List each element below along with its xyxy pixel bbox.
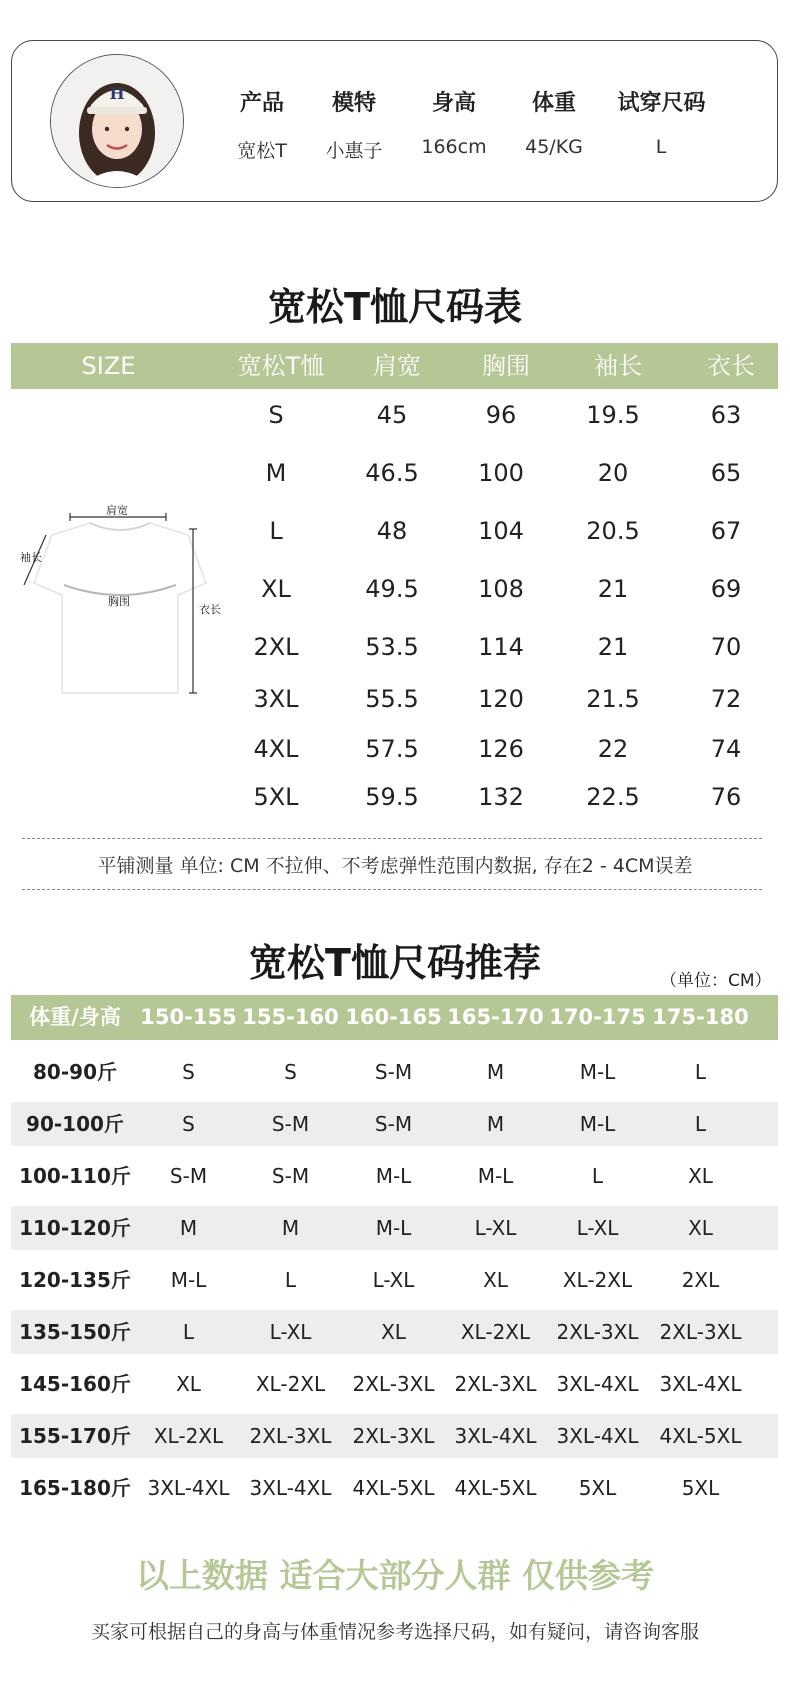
model-avatar [50, 54, 184, 188]
rec-header-col: 170-175 [549, 1005, 646, 1029]
rec-row [11, 1050, 778, 1094]
model-value-height: 166cm [421, 136, 487, 158]
length-value: 67 [710, 517, 742, 545]
rec-weight-range: 90-100斤 [26, 1112, 124, 1136]
model-value-model: 小惠子 [325, 140, 383, 162]
svg-text:H: H [109, 84, 125, 103]
chest-value: 100 [478, 459, 524, 487]
measurement-note: 平铺测量 单位: CM 不拉伸、不考虑弹性范围内数据, 存在2 - 4CM误差 [97, 855, 693, 877]
rec-size: 2XL-3XL [249, 1424, 332, 1448]
rec-size: S-M [169, 1164, 208, 1188]
size-row [0, 395, 790, 435]
size-table-header [11, 343, 778, 389]
rec-header-col: 150-155 [140, 1005, 237, 1029]
rec-size: XL [688, 1216, 713, 1240]
rec-size: M-L [375, 1164, 412, 1188]
sleeve-value: 20.5 [586, 517, 640, 545]
diagram-label-sleeve: 袖长 [20, 551, 42, 564]
rec-size: 3XL-4XL [147, 1476, 230, 1500]
rec-size: M-L [375, 1216, 412, 1240]
model-header-height: 身高 [431, 91, 476, 116]
size-table-title: 宽松T恤尺码表 [268, 285, 522, 329]
chest-value: 114 [478, 633, 524, 661]
shoulder-value: 55.5 [365, 685, 419, 713]
rec-size: L [284, 1268, 297, 1292]
rec-size: XL [483, 1268, 508, 1292]
length-value: 65 [710, 459, 742, 487]
shoulder-value: 53.5 [365, 633, 419, 661]
model-info-card [11, 40, 778, 202]
rec-size: XL-2XL [562, 1268, 633, 1292]
rec-size: XL-2XL [460, 1320, 531, 1344]
rec-table-unit: （单位：CM） [660, 971, 772, 991]
model-value-product: 宽松T [237, 140, 287, 162]
rec-size: M [281, 1216, 300, 1240]
rec-size: 4XL-5XL [454, 1476, 537, 1500]
sleeve-value: 21.5 [586, 685, 640, 713]
size-row [0, 453, 790, 493]
rec-size: S-M [271, 1112, 310, 1136]
rec-size: 3XL-4XL [249, 1476, 332, 1500]
size-header-length: 衣长 [707, 352, 755, 380]
size-label: S [268, 401, 284, 429]
rec-size: S-M [271, 1164, 310, 1188]
rec-size: 2XL-3XL [352, 1424, 435, 1448]
rec-row [11, 1310, 778, 1354]
rec-size: 2XL-3XL [556, 1320, 639, 1344]
rec-table-title: 宽松T恤尺码推荐 [249, 941, 541, 985]
size-header-sleeve: 袖长 [594, 352, 642, 380]
rec-size: XL [688, 1164, 713, 1188]
model-header-trial-size: 试穿尺码 [617, 91, 706, 116]
rec-row [11, 1466, 778, 1510]
footer-headline: 以上数据 适合大部分人群 仅供参考 [136, 1556, 654, 1595]
length-value: 63 [710, 401, 742, 429]
shoulder-value: 57.5 [365, 735, 419, 763]
rec-size: 3XL-4XL [556, 1372, 639, 1396]
size-label: 5XL [253, 783, 299, 811]
rec-size: XL [176, 1372, 201, 1396]
rec-size: 4XL-5XL [352, 1476, 435, 1500]
size-label: XL [261, 575, 291, 603]
diagram-label-length: 衣长 [199, 603, 221, 616]
rec-weight-range: 100-110斤 [19, 1164, 131, 1188]
rec-size: L [591, 1164, 604, 1188]
model-header-model: 模特 [331, 91, 376, 116]
rec-size: L-XL [474, 1216, 517, 1240]
rec-size: 2XL-3XL [659, 1320, 742, 1344]
rec-size: S-M [374, 1060, 413, 1084]
size-row [0, 777, 790, 817]
divider-bottom [22, 889, 762, 890]
size-header-shoulder: 肩宽 [373, 352, 421, 380]
rec-table-header [11, 995, 778, 1040]
chest-value: 96 [485, 401, 517, 429]
rec-size: 5XL [681, 1476, 720, 1500]
rec-header-weight-height: 体重/身高 [29, 1005, 121, 1029]
sleeve-value: 21 [597, 575, 629, 603]
rec-size: L-XL [372, 1268, 415, 1292]
rec-header-col: 155-160 [242, 1005, 339, 1029]
chest-value: 104 [478, 517, 524, 545]
size-row [0, 729, 790, 769]
rec-size: XL-2XL [255, 1372, 326, 1396]
tshirt-measurement-diagram [18, 505, 223, 700]
sleeve-value: 21 [597, 633, 629, 661]
shoulder-value: 59.5 [365, 783, 419, 811]
rec-size: L-XL [269, 1320, 312, 1344]
rec-size: 3XL-4XL [659, 1372, 742, 1396]
rec-header-col: 175-180 [652, 1005, 749, 1029]
footer-text: 买家可根据自己的身高与体重情况参考选择尺码，如有疑问，请咨询客服 [90, 1621, 699, 1643]
length-value: 72 [710, 685, 742, 713]
rec-size: S [182, 1060, 195, 1084]
rec-size: M-L [579, 1112, 616, 1136]
size-label: L [269, 517, 283, 545]
rec-weight-range: 80-90斤 [33, 1060, 117, 1084]
rec-size: 4XL-5XL [659, 1424, 742, 1448]
rec-row [11, 1206, 778, 1250]
shoulder-value: 48 [376, 517, 408, 545]
size-label: 3XL [253, 685, 299, 713]
rec-size: L [182, 1320, 195, 1344]
rec-weight-range: 155-170斤 [19, 1424, 131, 1448]
chest-value: 120 [478, 685, 524, 713]
length-value: 76 [710, 783, 742, 811]
length-value: 70 [710, 633, 742, 661]
rec-size: M-L [170, 1268, 207, 1292]
chest-value: 132 [478, 783, 524, 811]
sleeve-value: 22.5 [586, 783, 640, 811]
rec-size: 2XL [681, 1268, 720, 1292]
rec-row [11, 1154, 778, 1198]
rec-weight-range: 110-120斤 [19, 1216, 131, 1240]
rec-size: L-XL [576, 1216, 619, 1240]
rec-size: 2XL-3XL [454, 1372, 537, 1396]
diagram-label-shoulder: 肩宽 [106, 504, 128, 517]
divider-top [22, 838, 762, 839]
chest-value: 108 [478, 575, 524, 603]
size-header-product: 宽松T恤 [237, 352, 325, 380]
shoulder-value: 46.5 [365, 459, 419, 487]
rec-header-col: 160-165 [345, 1005, 442, 1029]
rec-size: M-L [579, 1060, 616, 1084]
rec-size: L [694, 1060, 707, 1084]
diagram-label-chest: 胸围 [108, 595, 130, 608]
rec-size: M-L [477, 1164, 514, 1188]
rec-size: S [284, 1060, 297, 1084]
rec-size: S [182, 1112, 195, 1136]
rec-size: M [179, 1216, 198, 1240]
rec-weight-range: 135-150斤 [19, 1320, 131, 1344]
rec-size: M [486, 1112, 505, 1136]
shoulder-value: 49.5 [365, 575, 419, 603]
shoulder-value: 45 [376, 401, 408, 429]
rec-weight-range: 145-160斤 [19, 1372, 131, 1396]
length-value: 69 [710, 575, 742, 603]
length-value: 74 [710, 735, 742, 763]
rec-size: 2XL-3XL [352, 1372, 435, 1396]
rec-size: 5XL [578, 1476, 617, 1500]
rec-row [11, 1414, 778, 1458]
rec-size: M [486, 1060, 505, 1084]
rec-size: XL [381, 1320, 406, 1344]
size-label: M [265, 459, 287, 487]
rec-row [11, 1102, 778, 1146]
rec-size: 3XL-4XL [454, 1424, 537, 1448]
model-header-product: 产品 [239, 91, 284, 116]
size-header-size: SIZE [81, 352, 136, 380]
sleeve-value: 19.5 [586, 401, 640, 429]
rec-size: XL-2XL [153, 1424, 224, 1448]
rec-size: S-M [374, 1112, 413, 1136]
model-value-weight: 45/KG [525, 136, 583, 158]
model-value-trial-size: L [655, 136, 667, 158]
chest-value: 126 [478, 735, 524, 763]
sleeve-value: 20 [597, 459, 629, 487]
rec-weight-range: 120-135斤 [19, 1268, 131, 1292]
size-label: 4XL [253, 735, 299, 763]
size-header-chest: 胸围 [482, 352, 530, 380]
rec-row [11, 1362, 778, 1406]
sleeve-value: 22 [597, 735, 629, 763]
rec-size: L [694, 1112, 707, 1136]
rec-header-col: 165-170 [447, 1005, 544, 1029]
size-label: 2XL [253, 633, 299, 661]
rec-weight-range: 165-180斤 [19, 1476, 131, 1500]
rec-row [11, 1258, 778, 1302]
model-header-weight: 体重 [531, 91, 576, 116]
rec-size: 3XL-4XL [556, 1424, 639, 1448]
